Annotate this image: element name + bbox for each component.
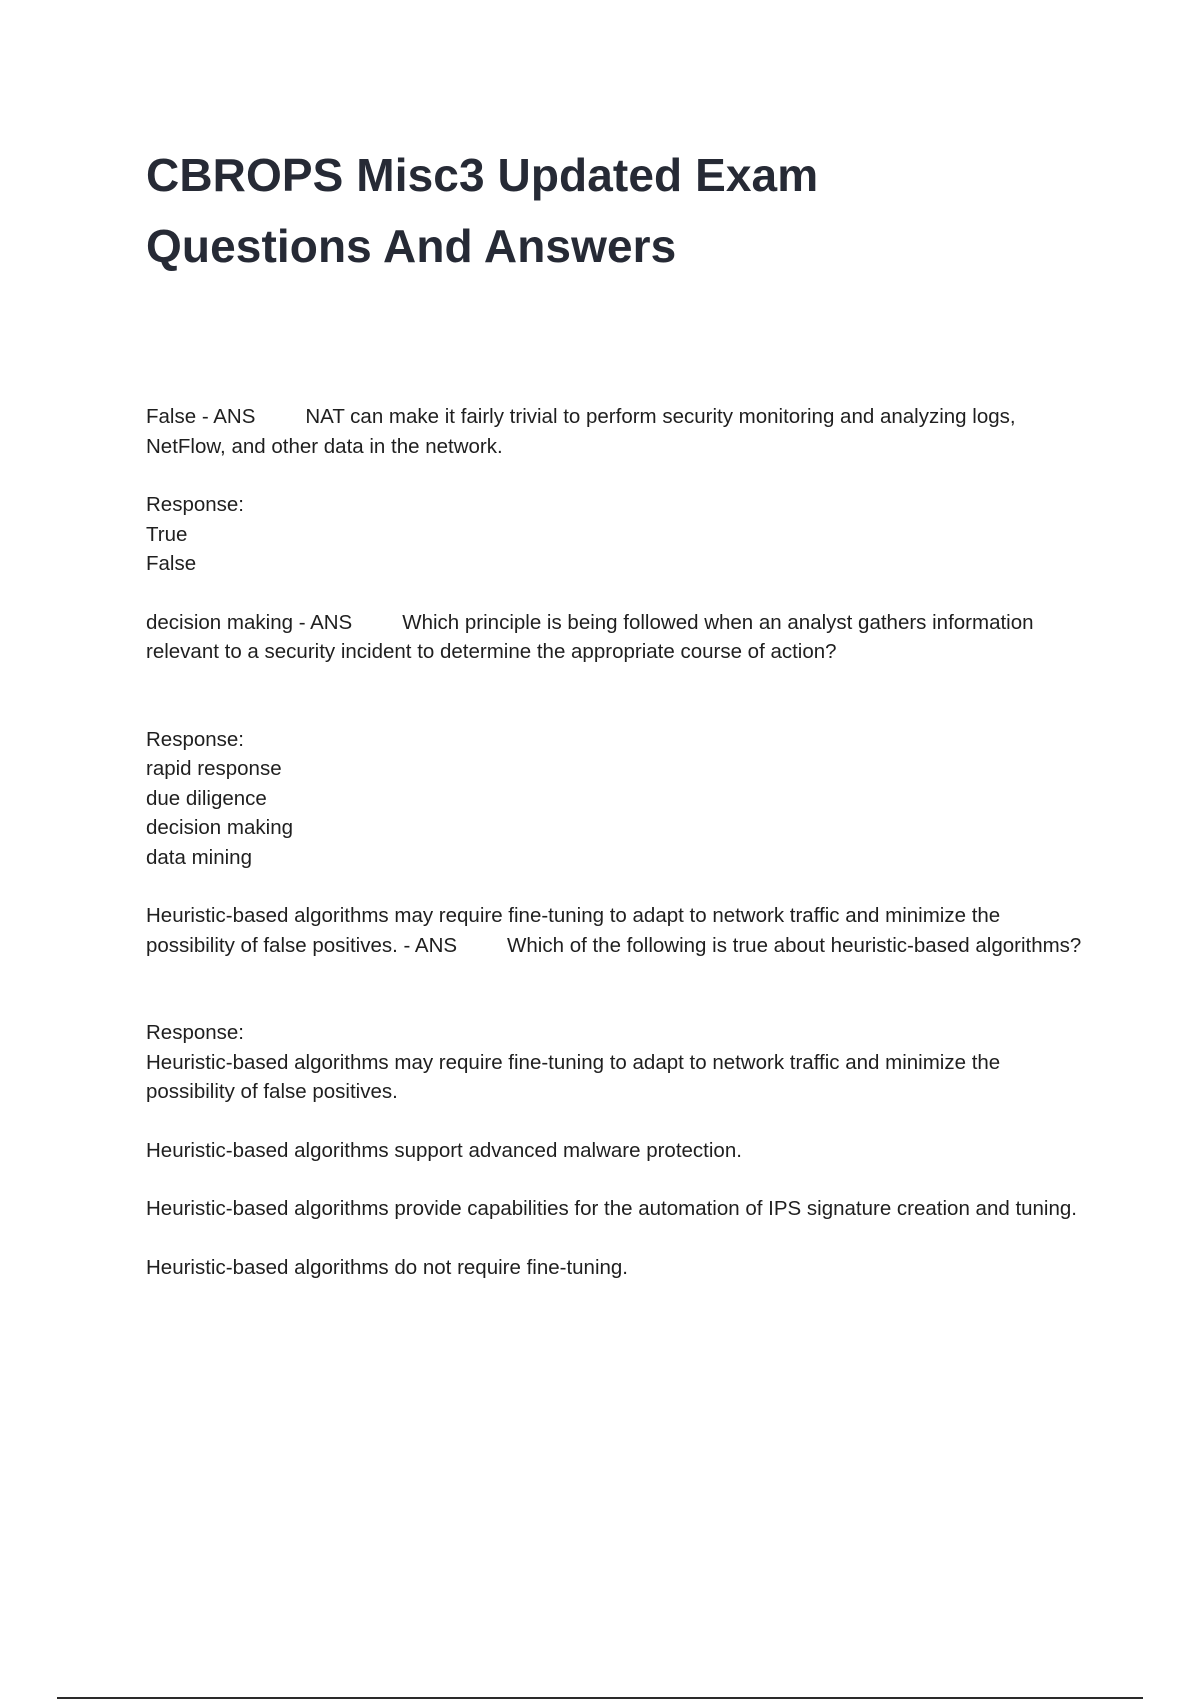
response-option: rapid response	[146, 757, 282, 780]
response-label: Response:	[146, 727, 245, 751]
response-option: Heuristic-based algorithms may require fine-tuning to adapt to network traffic and minimize the possibility of false positives.	[146, 1050, 1001, 1103]
response-option: Heuristic-based algorithms provide capabilities for the automation of IPS signature creation and tuning.	[146, 1197, 1077, 1220]
response-option: decision making	[146, 816, 293, 839]
response-options	[146, 725, 1092, 873]
question-text: Which of the following is true about heuristic-based algorithms?	[507, 933, 1082, 957]
response-option: True	[146, 522, 188, 546]
qa-statement	[146, 901, 1092, 960]
question-text: Which principle is being followed when an analyst gathers information relevant to a security incident to determine the appropriate course of action?	[146, 610, 1034, 663]
qa-content	[146, 402, 1092, 1282]
response-option: due diligence	[146, 786, 267, 810]
qa-item	[146, 901, 1092, 1282]
response-option: data mining	[146, 845, 252, 869]
page-title: CBROPS Misc3 Updated Exam Questions And Answers	[146, 149, 819, 272]
response-options	[146, 490, 1092, 579]
answer-text: Heuristic-based algorithms may require fine-tuning to adapt to network traffic and minimize the possibility of false positives. - ANS	[146, 904, 1001, 957]
response-option: Heuristic-based algorithms do not require fine-tuning.	[146, 1255, 629, 1279]
qa-item	[146, 402, 1092, 579]
response-options	[146, 1018, 1092, 1282]
response-option: Heuristic-based algorithms support advanced malware protection.	[146, 1138, 742, 1162]
question-text: NAT can make it fairly trivial to perform security monitoring and analyzing logs, NetFlow, and other data in the network.	[146, 405, 1016, 458]
answer-text: False - ANS	[146, 405, 256, 428]
qa-item	[146, 608, 1092, 873]
qa-statement	[146, 402, 1092, 461]
page-divider	[57, 1697, 1143, 1699]
answer-text: decision making - ANS	[146, 610, 353, 634]
response-option: False	[146, 552, 197, 575]
qa-statement	[146, 608, 1092, 667]
response-label: Response:	[146, 1021, 245, 1044]
response-label: Response:	[146, 493, 245, 516]
